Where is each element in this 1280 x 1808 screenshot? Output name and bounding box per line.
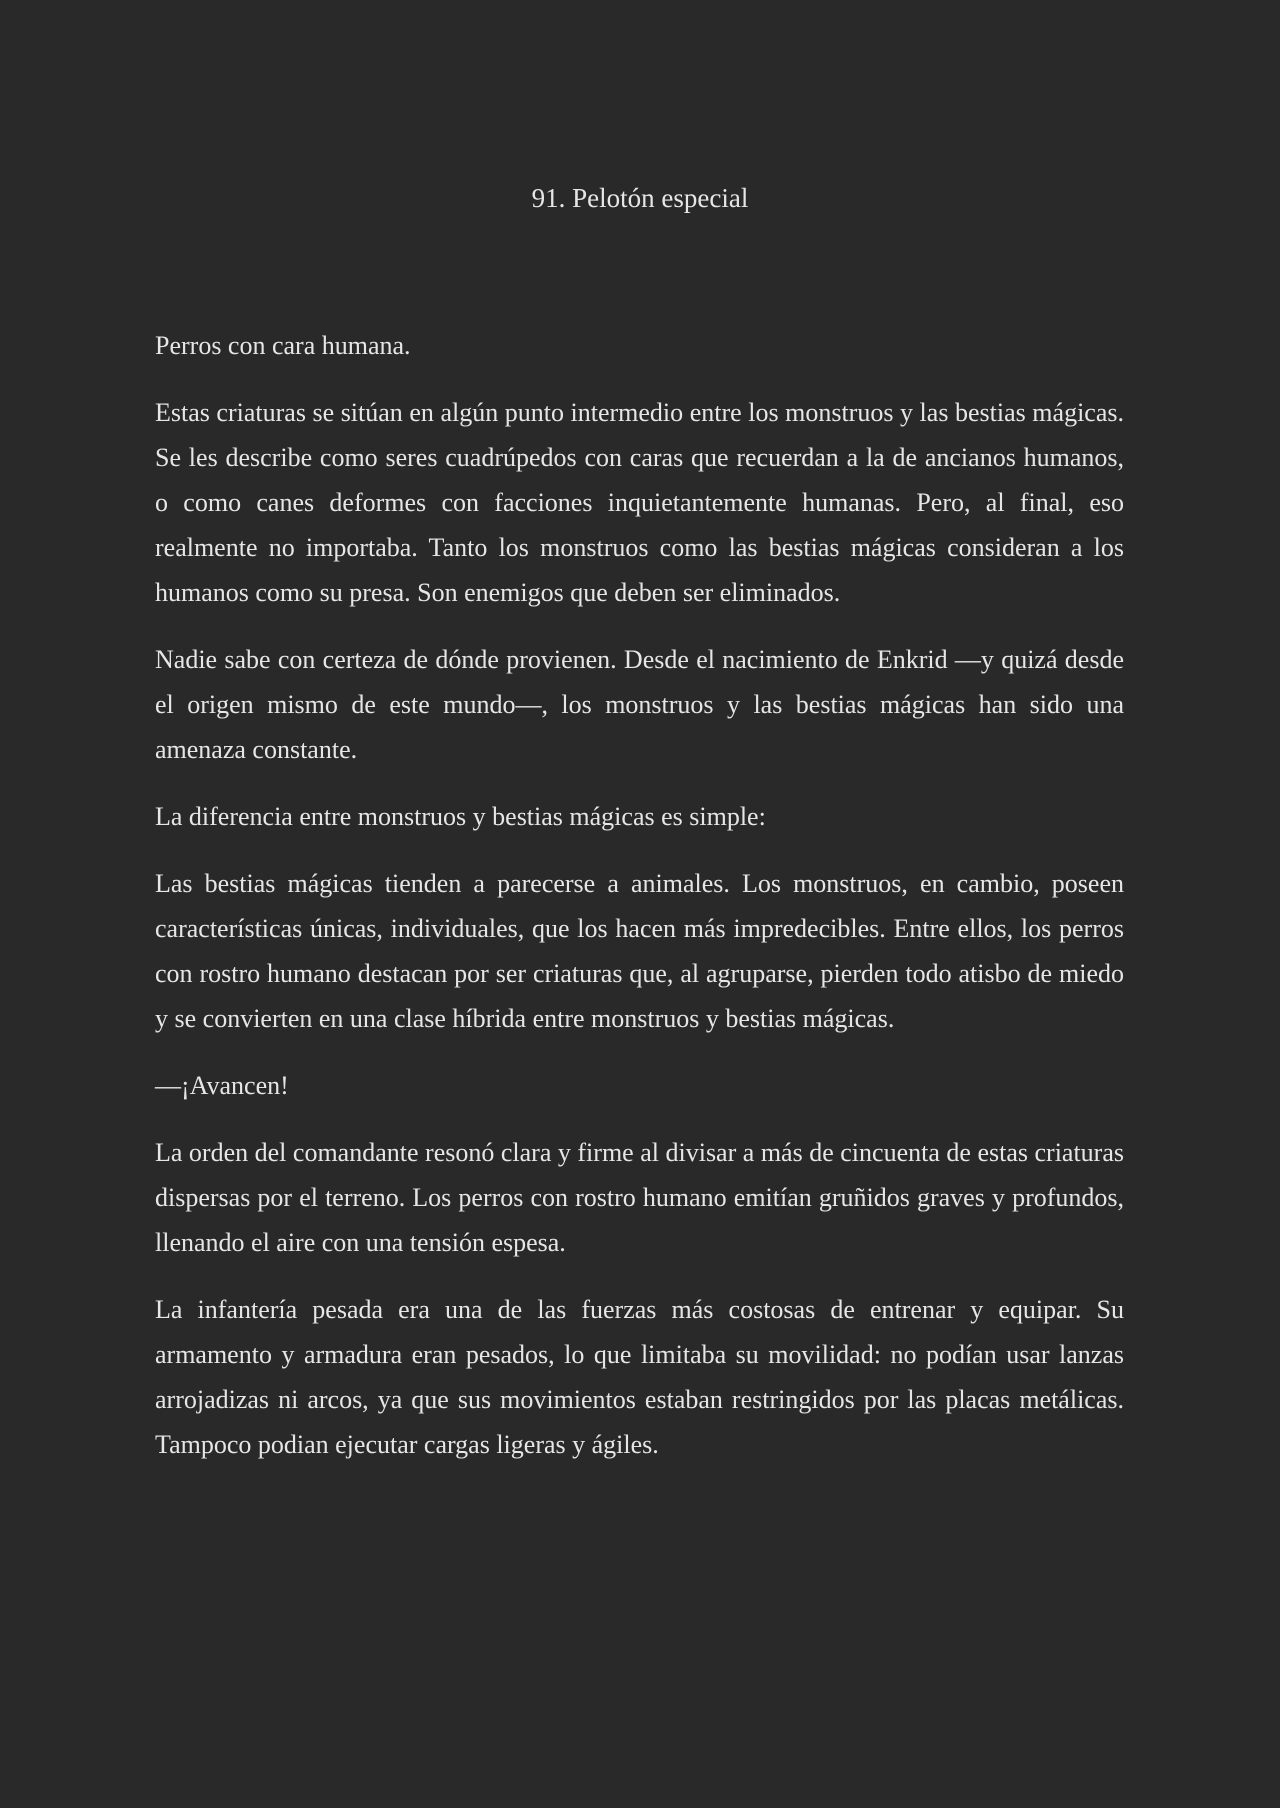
paragraph: Nadie sabe con certeza de dónde provienen. Desde el nacimiento de Enkrid —y quizá desde el origen mismo de este mundo—, los monstruos y las bestias mágicas han sido una amenaza constante. <box>155 645 1124 764</box>
chapter-body <box>155 323 1124 1489</box>
paragraph: —¡Avancen! <box>155 1071 289 1100</box>
paragraph: La orden del comandante resonó clara y firme al divisar a más de cincuenta de estas criaturas dispersas por el terreno. Los perros con rostro humano emitían gruñidos graves y profundos, llenando el aire con una tensión espesa. <box>155 1138 1124 1257</box>
paragraph: Estas criaturas se sitúan en algún punto intermedio entre los monstruos y las bestias mágicas. Se les describe como seres cuadrúpedos con caras que recuerdan a la de ancianos humanos, o como canes deformes con facciones inquietantemente humanas. Pero, al final, eso realmente no importaba. Tanto los monstruos como las bestias mágicas consideran a los humanos como su presa. Son enemigos que deben ser eliminados. <box>155 398 1124 607</box>
chapter-title: 91. Pelotón especial <box>531 183 749 213</box>
paragraph: Las bestias mágicas tienden a parecerse a animales. Los monstruos, en cambio, poseen características únicas, individuales, que los hacen más impredecibles. Entre ellos, los perros con rostro humano destacan por ser criaturas que, al agruparse, pierden todo atisbo de miedo y se convierten en una clase híbrida entre monstruos y bestias mágicas. <box>155 869 1124 1033</box>
paragraph: La infantería pesada era una de las fuerzas más costosas de entrenar y equipar. Su armamento y armadura eran pesados, lo que limitaba su movilidad: no podían usar lanzas arrojadizas ni arcos, ya que sus movimientos estaban restringidos por las placas metálicas. Tampoco podian ejecutar cargas ligeras y ágiles. <box>155 1295 1124 1459</box>
paragraph: La diferencia entre monstruos y bestias mágicas es simple: <box>155 802 766 831</box>
paragraph: Perros con cara humana. <box>155 331 411 360</box>
